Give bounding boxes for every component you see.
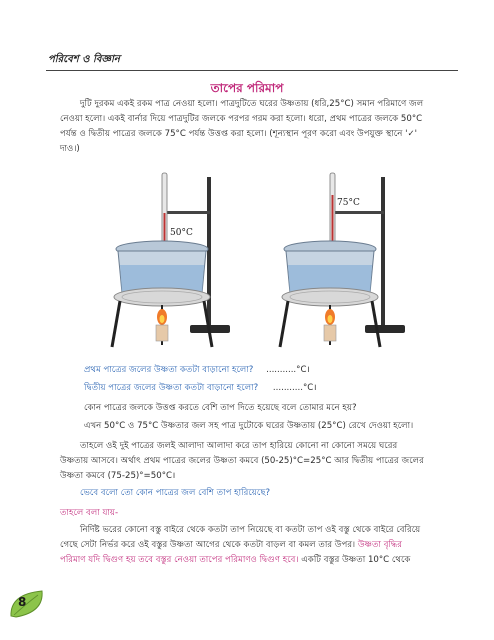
conclusion-paragraph xyxy=(60,523,472,568)
question-1 xyxy=(84,363,464,378)
left-setup xyxy=(112,173,230,347)
left-temperature-label: 50°C xyxy=(170,228,193,238)
left-stand-rod xyxy=(207,177,211,327)
page-number: 8 xyxy=(18,595,27,609)
heating-apparatus-illustration xyxy=(90,165,420,355)
question-4: এখন 50°C ও 75°C উষ্ণতার জল সহ পাত্র দুটোকে ঘরের উষ্ণতায় (25°C) রেখে দেওয়া হলো। xyxy=(84,421,414,431)
page-number-badge xyxy=(8,588,46,620)
explanation-line-3: উষ্ণতা কমবে (75-25)°=50°C। xyxy=(60,471,176,481)
subject-label: পরিবেশ ও বিজ্ঞান xyxy=(48,54,120,65)
intro-line-3: পর্যন্ত ও দ্বিতীয় পাত্রের জলকে 75°C পর্যন্ত উত্তপ্ত করা হলো। (শূন্যস্থান পূরণ করো এবং উপযুক্ত স্থানে '✓' xyxy=(60,129,418,139)
think-prompt: ভেবে বলো তো কোন পাত্রের জল বেশি তাপ হারিয়েছে? xyxy=(80,488,271,498)
right-temperature-label: 75°C xyxy=(337,198,360,208)
conclusion-line-1: নির্দিষ্ট ভরের কোনো বস্তু বাইরে থেকে কতটা তাপ নিয়েছে বা কতটা তাপ ওই বস্তু থেকে বাইরে বেরিয়ে xyxy=(80,525,421,535)
right-setup xyxy=(280,173,405,347)
running-header xyxy=(46,50,458,71)
conclusion-line-2-text: গেছে সেটা নির্ভর করে ওই বস্তুর উষ্ণতা আগের থেকে কতটা বাড়ল বা কমল তার উপর। xyxy=(60,540,356,550)
conclusion-highlight-2: পরিমাণ যদি দ্বিগুণ হয় তবে বস্তুর নেওয়া তাপের পরিমাণও দ্বিগুণ হবে। xyxy=(60,555,299,565)
explanation-paragraph xyxy=(60,439,470,484)
conclusion-highlight-1: উষ্ণতা বৃদ্ধির xyxy=(357,540,402,550)
right-stand-rod xyxy=(381,177,385,327)
intro-paragraph xyxy=(60,97,460,157)
question-2-blank: ...........°C। xyxy=(272,383,317,393)
conclusion-line-2 xyxy=(60,538,472,553)
section-title: তাপের পরিমাপ xyxy=(210,81,284,95)
right-burner xyxy=(324,325,336,341)
question-2-text: দ্বিতীয় পাত্রের জলের উষ্ণতা কতটা বাড়ানো হলো? xyxy=(84,383,259,393)
intro-line-2: নেওয়া হলো। একই বার্নার দিয়ে পাত্রদুটির জলকে পরপর গরম করা হলো। ধরো, প্রথম পাত্রের জলকে 50°C xyxy=(60,114,423,124)
so-heading: তাহলে বলা যায়- xyxy=(60,508,119,518)
question-2 xyxy=(84,381,464,396)
left-burner xyxy=(156,325,168,341)
conclusion-line-3 xyxy=(60,553,472,568)
question-3: কোন পাত্রের জলকে উত্তপ্ত করতে বেশি তাপ দিতে হয়েছে বলে তোমার মনে হয়? xyxy=(84,403,357,413)
right-stand-base xyxy=(365,325,405,333)
explanation-line-1: তাহলে ওই দুই পাত্রের জলই আলাদা আলাদা করে তাপ হারিয়ে কোনো না কোনো সময়ে ঘরের xyxy=(80,441,398,451)
left-clamp-arm xyxy=(162,211,210,214)
leaf-icon xyxy=(8,588,46,620)
explanation-line-2: উষ্ণতায় আসবে। অর্থাৎ প্রথম পাত্রের জলের উষ্ণতা কমবে (50-25)°C=25°C আর দ্বিতীয় পাত্রের জলের xyxy=(60,456,424,466)
question-1-blank: ...........°C। xyxy=(266,365,310,375)
question-1-text: প্রথম পাত্রের জলের উষ্ণতা কতটা বাড়ানো হলো? xyxy=(84,365,254,375)
intro-line-4: দাও।) xyxy=(60,144,80,154)
conclusion-line-3-text: একটি বস্তুর উষ্ণতা 10°C থেকে xyxy=(301,555,411,565)
right-clamp-arm xyxy=(332,211,384,214)
intro-line-1: দুটি দুরকম একই রকম পাত্র নেওয়া হলো। পাত্রদুটিতে ঘরের উষ্ণতায় (ধরি,25°C) সমান পরিমাণে জল xyxy=(80,99,424,109)
